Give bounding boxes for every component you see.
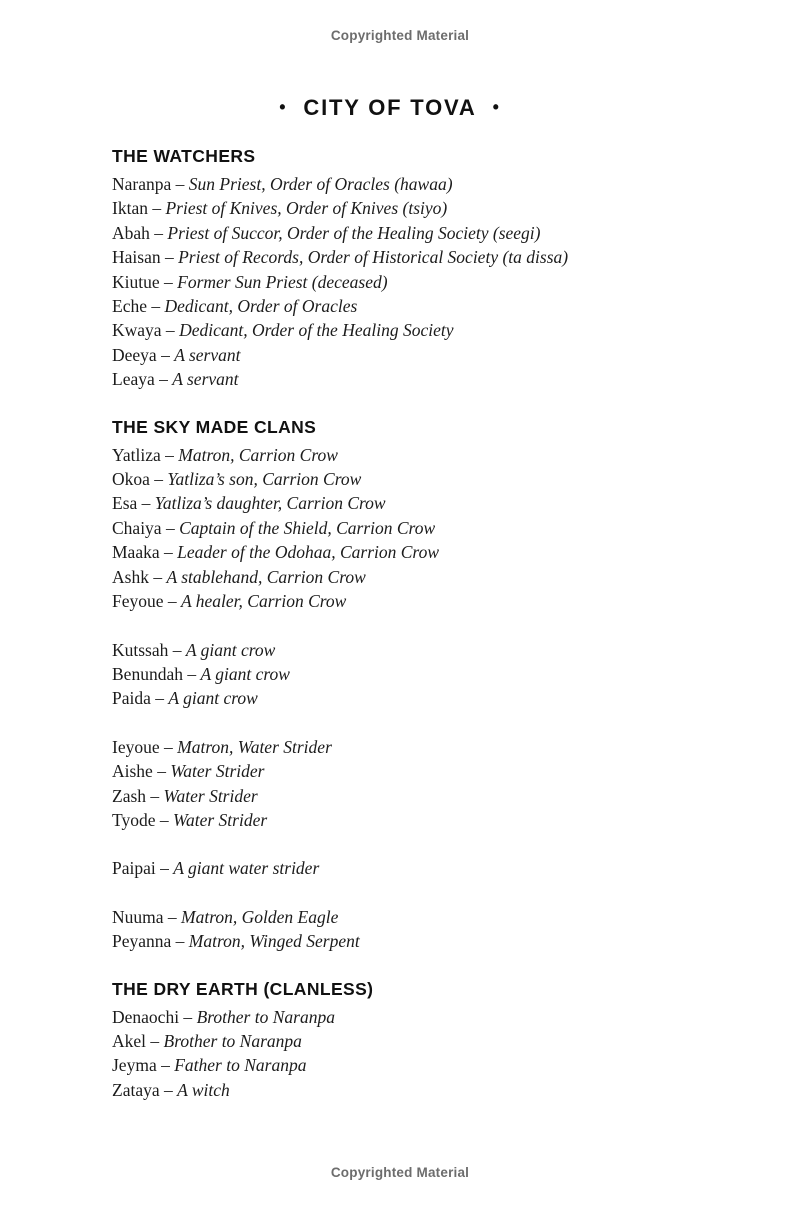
character-description: Water Strider: [170, 761, 265, 782]
character-group: [112, 905, 712, 954]
character-entry: [112, 367, 712, 391]
character-entry: [112, 686, 712, 710]
character-entry: [112, 516, 712, 540]
character-description: A stablehand, Carrion Crow: [166, 566, 366, 587]
character-entry: [112, 172, 712, 196]
character-name: Ieyoue –: [112, 736, 178, 757]
character-description: Water Strider: [173, 809, 268, 830]
character-group: [112, 856, 712, 880]
character-entry: [112, 808, 712, 832]
character-entry: [112, 784, 712, 808]
character-description: A giant crow: [200, 663, 290, 684]
section-heading: THE SKY MADE CLANS: [112, 416, 317, 437]
section-heading: THE DRY EARTH (CLANLESS): [112, 978, 374, 999]
character-name: Akel –: [112, 1030, 164, 1051]
character-entry: [112, 638, 712, 662]
character-section: [112, 417, 712, 954]
character-entry: [112, 343, 712, 367]
character-description: Captain of the Shield, Carrion Crow: [179, 517, 436, 538]
character-description: A servant: [174, 344, 241, 365]
character-name: Yatliza –: [112, 444, 179, 465]
character-description: Brother to Naranpa: [163, 1030, 302, 1051]
character-name: Okoa –: [112, 469, 168, 490]
character-description: Former Sun Priest (deceased): [177, 271, 388, 292]
character-entry: [112, 759, 712, 783]
copyright-notice-top: Copyrighted Material: [330, 28, 470, 43]
character-entry: [112, 1078, 712, 1102]
character-description: Priest of Knives, Order of Knives (tsiyo): [165, 198, 448, 219]
character-name: Naranpa –: [112, 174, 189, 194]
page-title: [0, 95, 780, 121]
character-description: Yatliza’s daughter, Carrion Crow: [154, 493, 386, 514]
character-description: Priest of Succor, Order of the Healing Society (seegi): [167, 222, 541, 243]
character-entry: [112, 294, 712, 318]
character-name: Abah –: [112, 222, 168, 243]
character-description: Matron, Water Strider: [177, 736, 332, 757]
character-description: A healer, Carrion Crow: [181, 591, 347, 612]
character-entry: [112, 318, 712, 342]
character-description: A servant: [172, 369, 239, 390]
character-name: Zataya –: [112, 1079, 178, 1100]
character-description: Dedicant, Order of Oracles: [164, 296, 358, 317]
character-description: Matron, Carrion Crow: [178, 444, 338, 465]
character-entry: [112, 856, 712, 880]
character-name: Nuuma –: [112, 906, 182, 927]
character-name: Eche –: [112, 296, 165, 317]
character-name: Kwaya –: [112, 320, 180, 341]
character-description: Water Strider: [163, 785, 258, 806]
character-description: Sun Priest, Order of Oracles (hawaa): [188, 174, 453, 194]
character-name: Benundah –: [112, 663, 201, 684]
character-entry: [112, 245, 712, 269]
character-name: Leaya –: [112, 369, 173, 390]
character-description: Matron, Golden Eagle: [181, 906, 339, 927]
character-name: Maaka –: [112, 542, 178, 563]
character-entry: [112, 565, 712, 589]
character-name: Ashk –: [112, 566, 167, 587]
section-heading: THE WATCHERS: [112, 146, 256, 166]
copyright-notice-bottom: Copyrighted Material: [330, 1165, 470, 1180]
character-entry: [112, 443, 712, 467]
character-name: Zash –: [112, 785, 164, 806]
character-description: Priest of Records, Order of Historical Society (ta dissa): [178, 247, 569, 268]
character-description: Brother to Naranpa: [196, 1006, 335, 1027]
title-bullet-left: •: [279, 97, 288, 117]
character-entry: [112, 929, 712, 953]
character-entry: [112, 270, 712, 294]
character-entry: [112, 196, 712, 220]
character-entry: [112, 589, 712, 613]
character-name: Iktan –: [112, 198, 166, 219]
character-entry: [112, 1029, 712, 1053]
character-list: [112, 146, 712, 1102]
character-section: [112, 979, 712, 1103]
character-name: Chaiya –: [112, 517, 180, 538]
character-description: A giant crow: [168, 688, 258, 709]
character-name: Denaochi –: [112, 1006, 197, 1027]
character-name: Tyode –: [112, 809, 173, 830]
page-title-text: CITY OF TOVA: [303, 95, 477, 120]
character-entry: [112, 662, 712, 686]
character-entry: [112, 1005, 712, 1029]
character-name: Aishe –: [112, 761, 171, 782]
character-name: Deeya –: [112, 344, 175, 365]
character-group: [112, 1005, 712, 1103]
character-entry: [112, 540, 712, 564]
character-name: Kiutue –: [112, 271, 178, 292]
character-description: Yatliza’s son, Carrion Crow: [167, 469, 362, 490]
character-group: [112, 443, 712, 614]
character-name: Paipai –: [112, 858, 174, 879]
character-group: [112, 172, 712, 392]
character-name: Paida –: [112, 688, 169, 709]
character-description: Leader of the Odohaa, Carrion Crow: [177, 542, 439, 563]
character-name: Jeyma –: [112, 1055, 175, 1076]
character-entry: [112, 221, 712, 245]
character-entry: [112, 491, 712, 515]
character-description: Dedicant, Order of the Healing Society: [179, 320, 454, 341]
character-entry: [112, 1053, 712, 1077]
character-name: Peyanna –: [112, 931, 189, 952]
character-name: Esa –: [112, 493, 155, 514]
character-entry: [112, 905, 712, 929]
character-section: [112, 146, 712, 392]
character-group: [112, 638, 712, 711]
character-entry: [112, 735, 712, 759]
character-description: A giant water strider: [173, 858, 320, 879]
character-description: Matron, Winged Serpent: [188, 931, 360, 952]
character-entry: [112, 467, 712, 491]
character-name: Feyoue –: [112, 591, 182, 612]
character-description: A giant crow: [185, 639, 276, 660]
character-description: Father to Naranpa: [174, 1055, 307, 1076]
character-name: Haisan –: [112, 247, 179, 268]
character-name: Kutssah –: [112, 639, 186, 660]
title-bullet-right: •: [492, 97, 501, 117]
character-description: A witch: [177, 1079, 230, 1100]
character-group: [112, 735, 712, 833]
